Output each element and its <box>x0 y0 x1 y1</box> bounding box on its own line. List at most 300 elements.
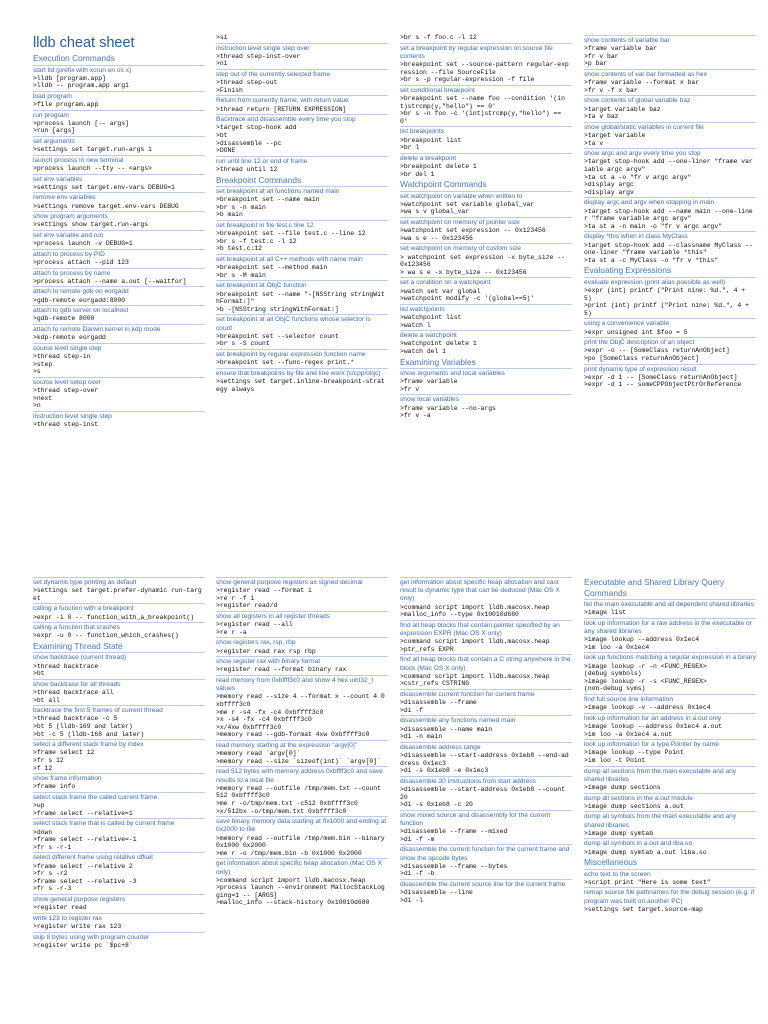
command-line: >fr v <box>400 385 420 393</box>
command-line: >register write rax 123 <box>33 922 122 930</box>
command-line: >memory read --size 4 --format x --count 4 0xbffff3c0 <box>216 693 385 708</box>
cheat-entry <box>216 656 388 674</box>
cheat-entry <box>33 155 205 173</box>
cheat-entry <box>584 793 756 811</box>
command-line: >display argc <box>584 181 634 189</box>
entry-description: find full source line information <box>584 695 674 703</box>
entry-description: source level setop over <box>33 378 101 386</box>
entry-description: evaluate expression (print alias possible as well) <box>584 278 726 286</box>
entry-description: set breakpoint at all C++ methods with name main <box>216 256 363 264</box>
cheat-entry <box>400 742 572 775</box>
entry-description: set watchpoint on memory of custom size <box>400 245 521 253</box>
command-line: >command script import lldb.macosx.heap <box>400 603 550 611</box>
entry-description: set breakpoint at all ObjC functions whose selector is count <box>216 316 371 332</box>
command-line: >expr -i 0 -- function_with_a_breakpoint() <box>33 613 195 621</box>
cheat-entry <box>400 394 572 419</box>
command-line: >br s -n foo -c '(int)strcmp(y,"hello") == 0' <box>400 110 565 125</box>
entry-description: look up information for a raw address in the executable or any shared libraries <box>584 619 752 635</box>
entry-description: start lld (prefix with xcrun on os x) <box>33 66 132 74</box>
entry-description: set dynamic type printing as default <box>33 579 137 586</box>
entry-description: calling a function with a breakpoint <box>33 605 134 613</box>
command-line: >fr s -r2 <box>33 870 68 878</box>
command-line: >br del 1 <box>400 170 435 178</box>
cheat-entry <box>584 277 756 318</box>
command-line: >register read --all <box>216 621 293 629</box>
cheat-entry <box>33 136 205 154</box>
cheat-entry <box>216 220 388 253</box>
cheat-entry <box>584 838 756 856</box>
command-line: >bt <box>33 670 45 678</box>
cheat-entry <box>216 368 388 393</box>
cheat-entry <box>33 622 205 640</box>
entry-description: attach to process by name <box>33 269 111 277</box>
command-line: >expr unsigned int $foo = 5 <box>584 328 688 336</box>
cheat-entry <box>33 286 205 304</box>
command-line: >image dump sections a.out <box>584 802 684 810</box>
cheat-entry <box>33 230 205 248</box>
command-line: >register read rax rsp rbp <box>216 647 316 655</box>
cheat-entry <box>33 679 205 704</box>
column-5 <box>33 576 205 1024</box>
command-line: >bt all <box>33 696 60 704</box>
entry-description: show general purpose registers as signed decimal <box>216 579 363 586</box>
command-line: >image list <box>584 609 627 617</box>
command-line: >kdp-remote eorgadd <box>33 334 106 342</box>
command-line: >image lookup --address 0x1ec4 a.out <box>584 722 723 730</box>
cheat-entry <box>400 810 572 844</box>
command-line: >process launch --tty -- <args> <box>33 165 152 173</box>
entry-description: disassemble 20 instructions from start address <box>400 777 536 785</box>
command-line: >br s -n main <box>216 203 266 211</box>
entry-description: show registers rax, rsp, rbp <box>216 639 296 647</box>
command-line: >image lookup --type Point <box>584 749 684 757</box>
command-line: >di -f <box>400 706 424 714</box>
command-line: >frame variable bar <box>584 45 657 53</box>
command-line: >register read <box>33 904 87 912</box>
entry-description: print dynamic type of expression result <box>584 365 697 373</box>
cheat-entry <box>216 816 388 857</box>
command-line: > watchpoint set expression -x byte_size -- 0x123456 <box>400 253 569 269</box>
command-line: >breakpoint set --name main <box>216 196 320 204</box>
cheat-entry <box>584 887 756 913</box>
command-line: >thread backtrace all <box>33 689 114 697</box>
command-line: >br s -f test.c -l 12 <box>216 237 297 245</box>
command-line: >fr v -a <box>400 412 431 420</box>
entry-description: select different frame using relative offset <box>33 854 153 862</box>
entry-description: list the main executable and all dependent shared libraries <box>584 601 755 608</box>
command-line: >n <box>33 402 41 410</box>
cheat-entry <box>584 364 756 389</box>
command-line: >register read/d <box>216 602 278 610</box>
command-line: >thread return [RETURN EXPRESSION] <box>216 105 347 113</box>
command-line: >re r -f i <box>216 594 255 602</box>
command-line: >lldb [program.app] <box>33 74 106 82</box>
command-line: >si <box>216 34 228 41</box>
command-line: >breakpoint set --source-pattern regular-expression --file SourceFile <box>400 61 569 76</box>
command-line: >im loo -a 0x1ec4 a.out <box>584 730 673 738</box>
cheat-entry <box>216 69 388 94</box>
entry-description: show program arguments <box>33 213 108 221</box>
cheat-entry <box>400 776 572 809</box>
command-line: >p bar <box>584 60 608 68</box>
entry-description: show register rax with binary format <box>216 658 321 666</box>
cheat-entry <box>400 368 572 393</box>
command-line: >memory read --size `sizeof(int)` `argv[0]` <box>216 757 381 765</box>
entry-description: select stack frame that is called by current frame <box>33 820 175 828</box>
command-line: >settings set target.prefer-dynamic run-target <box>33 587 202 602</box>
command-line: >disassemble --start-address 0x1eb8 --count 20 <box>400 785 569 801</box>
section-heading: Examining Thread State <box>33 640 123 651</box>
command-line: >disassemble --line <box>400 889 473 897</box>
command-line: >fr s -r-1 <box>33 843 72 851</box>
entry-description: list breakpoints <box>400 128 444 136</box>
command-line: >next <box>33 394 53 402</box>
command-line: >expr -o -- [SomeClass returnAnObject] <box>584 347 730 355</box>
command-line: >di -n main <box>400 733 443 741</box>
entry-description: show arguments and local variables <box>400 370 505 378</box>
command-line: >b test.c:12 <box>216 245 263 253</box>
command-line: >thread step-over <box>33 387 99 395</box>
entry-description: skip 8 bytes using with program counter <box>33 933 150 941</box>
entry-description: source level single step <box>33 344 102 352</box>
cheat-entry <box>584 35 756 68</box>
command-line: >watchpoint set expression -- 0x123456 <box>400 227 546 235</box>
entry-description: show general purpose registers <box>33 895 125 903</box>
entry-description: dump all sections from the main executable and any shared libraries <box>584 767 737 783</box>
command-line: >target stop-hook add --name main --one-liner "frame variable argc argv" <box>584 207 753 223</box>
command-line: >s <box>33 368 41 376</box>
cheat-entry <box>400 43 572 84</box>
command-line: >gdb-remote 8000 <box>33 315 95 323</box>
cheat-entry <box>33 65 205 90</box>
cheat-entry <box>400 126 572 151</box>
command-line: >display argv <box>584 188 634 196</box>
command-line: >di -l <box>400 896 424 904</box>
command-line: >target variable <box>584 131 646 139</box>
cheat-entry <box>216 314 388 348</box>
entry-description: show argc and argv every time you stop <box>584 150 701 158</box>
command-line: >me r -o /tmp/mem.bin -b 0x1000 0x2000 <box>216 849 362 857</box>
cheat-entry <box>584 318 756 336</box>
cheat-entry <box>33 192 205 210</box>
cheat-entry <box>33 773 205 791</box>
command-line: >thread step-inst-over <box>216 52 301 60</box>
command-line: >di -f -m <box>400 835 435 843</box>
cheat-entry <box>216 114 388 155</box>
entry-description: run until line 12 or end of frame <box>216 157 308 165</box>
command-line: >frame variable --no-args <box>400 404 496 412</box>
cheat-entry <box>33 932 205 950</box>
cheat-entry <box>33 343 205 376</box>
page-title: lldb cheat sheet <box>33 35 135 51</box>
command-line: >breakpoint list <box>400 136 462 144</box>
command-line: >watchpoint modify -c '(global==5)' <box>400 295 535 303</box>
column-1 <box>33 34 205 514</box>
command-line: >thread step-in <box>33 353 91 361</box>
entry-description: dump all symbols in a.out and liba.so <box>584 840 693 848</box>
command-line: >frame select --relative=1 <box>33 809 133 817</box>
command-line: >frame variable <box>400 378 458 386</box>
cheat-entry <box>400 85 572 126</box>
command-line: >image lookup -v --address 0x1ec4 <box>584 704 711 712</box>
command-line: >print (int) printf ("Print nine: %d.", 4 + 5) <box>584 302 753 317</box>
cheat-entry <box>400 243 572 276</box>
command-line: >breakpoint set --name foo --condition '(int)strcmp(y,"hello") == 0' <box>400 94 565 110</box>
entry-description: run program <box>33 111 69 119</box>
cheat-entry <box>400 191 572 216</box>
command-line: >register read --format binary rax <box>216 666 347 674</box>
column-6 <box>216 576 388 1024</box>
cheat-entry <box>33 305 205 323</box>
entry-description: set breakpoint at all functions named main <box>216 188 340 196</box>
command-line: >ta st a -c MyClass -o "fr v *this" <box>584 256 719 264</box>
section-heading: Executable and Shared Library Query Commands <box>584 577 725 598</box>
command-line: >br s -f foo.c -l 12 <box>400 34 477 41</box>
entry-description: show backtrace for all threads <box>33 680 121 688</box>
cheat-entry <box>584 95 756 120</box>
command-line: >fr s -r-3 <box>33 885 72 893</box>
command-line: >breakpoint set --selector count <box>216 332 339 340</box>
command-line: >settings set target.env-vars DEBUG=1 <box>33 183 175 191</box>
command-line: >di -s 0x1eb8 -c 20 <box>400 801 473 809</box>
command-line: >expr (int) printf ("Print nine: %d.", 4 + 5) <box>584 287 749 302</box>
entry-description: display *this when in class MyClass <box>584 233 688 241</box>
cheat-entry <box>584 811 756 837</box>
entry-description: look up information for a type Pointer by name <box>584 741 719 749</box>
entry-description: remap source file pathnames for the debug session (e.g. if program was built on another PC) <box>584 889 755 905</box>
column-3 <box>400 34 572 514</box>
entry-description: show contents of var bar formatted as hex <box>584 70 707 78</box>
cheat-entry <box>400 844 572 878</box>
command-line: >thread until 12 <box>216 165 278 173</box>
command-line: >gdb-remote eorgadd:8000 <box>33 296 126 304</box>
entry-description: write 123 to register rax <box>33 914 102 922</box>
command-line: >wa s e -- 0x123456 <box>400 234 473 242</box>
command-line: >disassemble --frame --mixed <box>400 828 508 836</box>
entry-description: list watchpoints <box>400 305 445 313</box>
cheat-entry <box>400 689 572 714</box>
entry-description: look up information for an address in a.out only <box>584 714 722 722</box>
entry-description: set watchpoint on memory of pointer size <box>400 219 520 227</box>
cheat-entry <box>33 268 205 286</box>
cheat-entry <box>400 153 572 178</box>
command-line: >bt 5 (lldb-169 and later) <box>33 723 133 731</box>
command-line: > wa s e -x byte_size -- 0x123456 <box>400 268 527 276</box>
command-line: >frame variable --format x bar <box>584 79 700 87</box>
section-heading: Miscellaneous <box>584 857 638 868</box>
command-line: >image lookup -r -s <FUNC_REGEX> <box>584 677 707 685</box>
command-line: (non-debug syms) <box>584 685 646 693</box>
command-line: >process attach --name a.out [--waitfor] <box>33 277 187 285</box>
command-line: >process launch --environment MallocStackLogging=1 -- [ARGS] <box>216 884 385 899</box>
cheat-entry <box>33 852 205 893</box>
entry-description: instruction level single step over <box>216 44 310 52</box>
entry-description: delete a watchpoint <box>400 332 457 340</box>
entry-description: attach to remote gdb on eorgadd <box>33 288 129 296</box>
entry-description: instruction level single step <box>33 412 112 420</box>
entry-description: backtrace the first 5 frames of current thread <box>33 707 163 715</box>
continued-commands <box>400 34 572 42</box>
cheat-entry <box>400 330 572 355</box>
command-line: >frame select --relative=-1 <box>33 836 137 844</box>
cheat-entry <box>33 174 205 192</box>
command-line: >x -s4 -fx -c4 0xbffff3c0 <box>216 716 312 724</box>
command-line: >di -s 0x1eb8 -e 0x1ec3 <box>400 767 489 775</box>
command-line: >x/4xw 0xbffff3c0 <box>216 723 282 731</box>
command-line: >process launch [-- args] <box>33 119 129 127</box>
command-line: >di -f -b <box>400 870 435 878</box>
entry-description: look up functions matching a regular expression in a binary <box>584 654 756 662</box>
command-line: >me r -s4 -fx -c4 0xbffff3c0 <box>216 708 324 716</box>
command-line: >frame select --relative 2 <box>33 862 133 870</box>
command-line: >re r -a <box>216 628 247 636</box>
cheat-entry <box>216 186 388 219</box>
cheat-entry <box>584 148 756 196</box>
cheat-entry <box>400 217 572 242</box>
entry-description: disassemble the current function for the current frame and show the opcode bytes <box>400 846 570 862</box>
entry-description: attach to gdb server on localhost <box>33 307 129 315</box>
entry-description: show frame information <box>33 775 102 783</box>
entry-description: set env variable and run <box>33 232 104 240</box>
command-line: >memory read `argv[0]` <box>216 750 301 758</box>
command-line: >settings show target.run-args <box>33 221 149 229</box>
entry-description: delete a breakpoint <box>400 154 457 162</box>
cheat-entry <box>33 913 205 931</box>
command-line: >Finish <box>216 86 243 94</box>
command-line: >file program.app <box>33 101 99 109</box>
command-line: >bt -c 5 (lldb-168 and later) <box>33 730 145 738</box>
cheat-entry <box>584 766 756 792</box>
command-line: >im loo -a 0x1ec4 <box>584 643 650 651</box>
entry-description: read 512 bytes with memory address 0xbffff3c0 and save results to a local file <box>216 768 383 784</box>
command-line: >br l <box>400 144 420 152</box>
command-line: >image dump symtab <box>584 829 654 837</box>
command-line: (debug symbols) <box>584 670 642 678</box>
command-line: >image dump sections <box>584 783 661 791</box>
command-line: >register read --format i <box>216 587 312 595</box>
entry-description: find all heap blocks that contain a C string anywhere in the block (Mac OS X only) <box>400 656 571 672</box>
command-line: >me r -o/tmp/mem.txt -c512 0xbffff3c0 <box>216 799 358 807</box>
cheat-entry <box>584 231 756 264</box>
cheat-entry <box>400 620 572 654</box>
command-line: >fr s 12 <box>33 757 64 765</box>
entry-description: set env variables <box>33 175 83 183</box>
command-line: >expr -d 1 -- someCPPObjectPtrOrReference <box>584 381 742 389</box>
entry-description: disassemble the current source line for the current frame <box>400 880 566 888</box>
command-line: >malloc_info --stack-history 0x10010d680 <box>216 899 370 907</box>
entry-description: find all heap blocks that contain pointer specified by an expression EXPR (Mac OS X only) <box>400 621 560 637</box>
command-line: >disassemble --frame --bytes <box>400 862 508 870</box>
command-line: >disassemble --pc <box>216 139 282 147</box>
cheat-entry <box>33 377 205 410</box>
cheat-entry <box>216 43 388 68</box>
command-line: >run [args] <box>33 127 76 135</box>
command-line: >step <box>33 360 53 368</box>
entry-description: using a convenience variable <box>584 320 670 328</box>
command-line: >cstr_refs CSTRING <box>400 680 470 688</box>
entry-description: calling a function that crashes <box>33 624 120 632</box>
command-line: >command script import lldb.macosx.heap <box>216 876 366 884</box>
cheat-entry <box>216 740 388 765</box>
entry-description: set breakpoint at ObjC function <box>216 282 307 290</box>
command-line: >wa s v global_var <box>400 208 470 216</box>
entry-description: select a different stack frame by index <box>33 741 144 749</box>
cheat-entry <box>33 577 205 602</box>
cheat-entry <box>584 869 756 887</box>
entry-description: print the ObjC description of an object <box>584 339 695 347</box>
command-line: >disassemble --start-address 0x1eb8 --end-address 0x1ec3 <box>400 751 569 767</box>
entry-description: disassemble address range <box>400 743 481 751</box>
command-line: >settings remove target.env-vars DEBUG <box>33 202 179 210</box>
entry-description: show local variables <box>400 396 460 404</box>
entry-description: attach to process by PID <box>33 250 105 258</box>
entry-description: Backtrace and disassemble every time you stop <box>216 116 356 124</box>
cheat-entry <box>33 110 205 135</box>
command-line: >command script import lldb.macosx.heap <box>400 672 550 680</box>
command-line: >target stop-hook add <box>216 124 297 132</box>
command-line: >up <box>33 802 45 810</box>
command-line: >memory read --outfile /tmp/mem.txt --count 512 0xbffff3c0 <box>216 784 385 800</box>
entry-description: show contents of variable bar <box>584 37 670 44</box>
entry-description: set conditional breakpoint <box>400 86 475 94</box>
entry-description: set breakpoint in file test.c line 12 <box>216 222 314 230</box>
entry-description: show mixed source and disassembly for the current function <box>400 811 551 827</box>
cheat-entry <box>33 411 205 429</box>
cheat-entry <box>33 792 205 817</box>
cheat-entry <box>33 739 205 772</box>
command-line: >ta st a -n main -o "fr v argc argv" <box>584 222 723 230</box>
entry-description: get information about specific heap allocation (Mac OS X only) <box>216 860 383 876</box>
command-line: >watch del 1 <box>400 347 447 355</box>
command-line: >ta st a -o "fr v argc argv" <box>584 173 692 181</box>
cheat-entry <box>584 337 756 362</box>
entry-description: set arguments <box>33 138 75 146</box>
cheat-entry <box>33 91 205 109</box>
command-line: >command script import lldb.macosx.heap <box>400 638 550 646</box>
command-line: >down <box>33 828 53 836</box>
cheat-entry <box>216 611 388 636</box>
command-line: >thread backtrace <box>33 662 99 670</box>
command-line: >breakpoint set --file test.c --line 12 <box>216 230 366 238</box>
command-line: >disassemble --name main <box>400 725 493 733</box>
command-line: >breakpoint delete 1 <box>400 162 477 170</box>
command-line: >b -[NSString stringWithFormat:] <box>216 305 339 313</box>
command-line: >watch set var global <box>400 287 481 295</box>
cheat-entry <box>33 894 205 912</box>
command-line: >fr v bar <box>584 52 619 60</box>
continued-commands <box>216 34 388 42</box>
command-line: >ptr_refs EXPR <box>400 645 454 653</box>
command-line: >br s -S count <box>216 340 270 348</box>
command-line: >fr v -f x bar <box>584 86 638 94</box>
cheat-entry <box>584 652 756 693</box>
cheat-entry <box>216 254 388 279</box>
command-line: >process attach --pid 123 <box>33 259 129 267</box>
entry-description: set a condition on a watchpoint <box>400 279 491 287</box>
command-line: >breakpoint set --method main <box>216 264 328 272</box>
entry-description: show global/static variables in current file <box>584 123 704 131</box>
cheat-entry <box>216 858 388 907</box>
command-line: >watchpoint delete 1 <box>400 340 477 348</box>
cheat-entry <box>216 349 388 367</box>
cheat-entry <box>584 739 756 764</box>
command-line: >image lookup --address 0x1ec4 <box>584 636 700 644</box>
command-line: >watchpoint set variable global_var <box>400 200 535 208</box>
column-8 <box>584 576 756 1024</box>
command-line: >thread step-inst <box>33 421 99 429</box>
entry-description: set a breakpoint by regular expression on source file contents <box>400 44 553 60</box>
cheat-entry <box>584 197 756 230</box>
